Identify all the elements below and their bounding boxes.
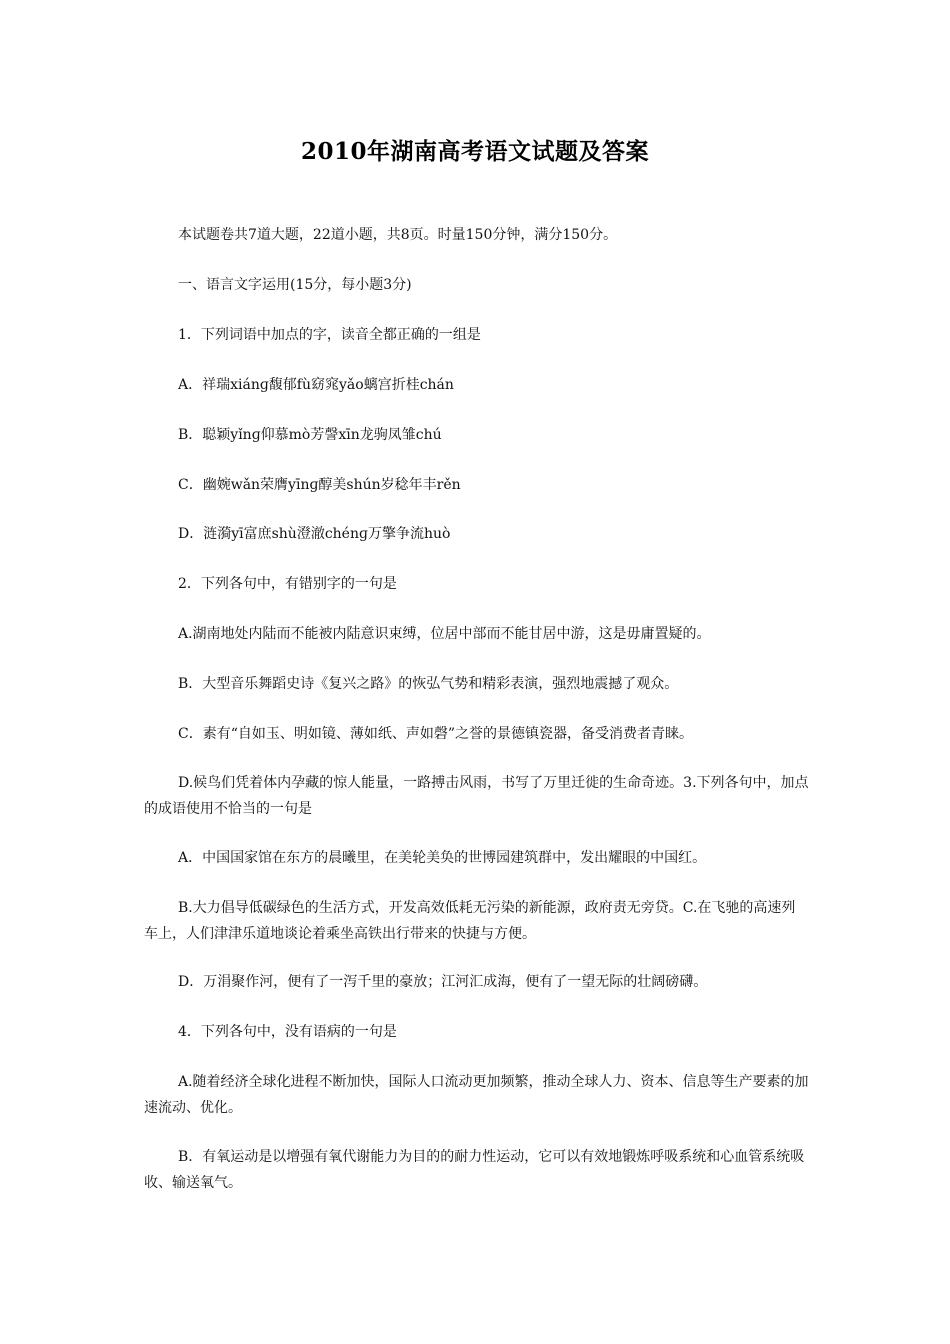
section-heading: 一、语言文字运用(15分，每小题3分) [178,277,412,293]
option-4b: B．有氧运动是以增强有氧代谢能力为目的的耐力性运动，它可以有效地锻炼呼吸系统和心血管系统吸收、输送氧气。 [144,1149,805,1191]
option-2a: A.湖南地处内陆而不能被内陆意识束缚，位居中部而不能甘居中游，这是毋庸置疑的。 [178,626,711,642]
question-2: 2．下列各句中，有错别字的一句是 [178,576,397,592]
question-1: 1．下列词语中加点的字，读音全都正确的一组是 [178,327,481,343]
document-title: 2010年湖南高考语文试题及答案 [300,138,649,165]
option-1c: C．幽婉wǎn荣膺yīnɡ醇美shún岁稔年丰rěn [178,477,461,493]
option-2c: C．素有“自如玉、明如镜、薄如纸、声如磬”之誉的景德镇瓷器，备受消费者青睐。 [178,726,694,742]
option-1a: A．祥瑞xiánɡ馥郁fù窈窕yǎo螭宫折桂chán [178,377,454,393]
option-1b: B．聪颖yǐnɡ仰慕mò芳謦xīn龙驹凤雏chú [178,427,442,443]
option-2d-question-3: D.候鸟们凭着体内孕藏的惊人能量，一路搏击风雨，书写了万里迁徙的生命奇迹。3.下列各句中，加点的成语使用不恰当的一句是 [144,775,809,817]
option-3b-3c: B.大力倡导低碳绿色的生活方式，开发高效低耗无污染的新能源，政府责无旁贷。C.在飞驰的高速列车上，人们津津乐道地谈论着乘坐高铁出行带来的快捷与方便。 [144,900,796,942]
option-1d: D．涟漪yī富庶shù澄澈chénɡ万擎争流huò [178,526,451,542]
option-3a: A．中国国家馆在东方的晨曦里，在美轮美奂的世博园建筑群中，发出耀眼的中国红。 [178,850,707,866]
option-3d: D．万涓聚作河，便有了一泻千里的豪放；江河汇成海，便有了一望无际的壮阔磅礴。 [178,974,708,990]
option-2b: B．大型音乐舞蹈史诗《复兴之路》的恢弘气势和精彩表演，强烈地震撼了观众。 [178,676,679,692]
option-4a: A.随着经济全球化进程不断加快，国际人口流动更加频繁，推动全球人力、资本、信息等生产要素的加速流动、优化。 [144,1074,809,1116]
paragraph-intro: 本试题卷共7道大题，22道小题，共8页。时量150分钟，满分150分。 [178,227,618,243]
question-4: 4．下列各句中，没有语病的一句是 [178,1024,397,1040]
